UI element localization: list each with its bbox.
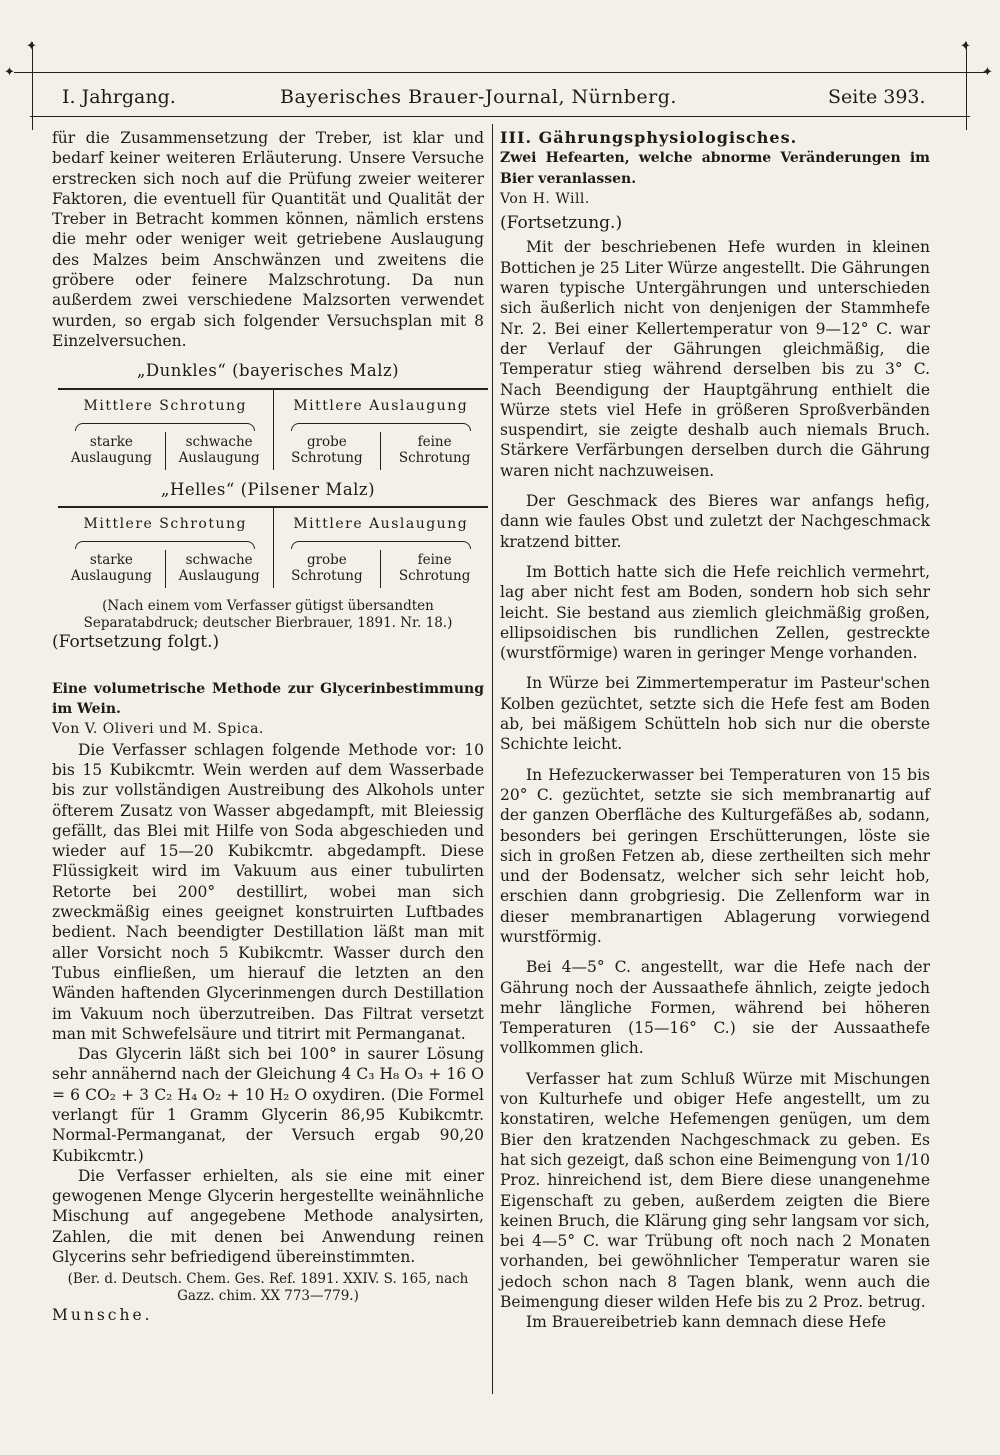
table-brace-row (58, 420, 488, 432)
top-right-ornament: ✦ (960, 39, 971, 54)
continued-note: (Fortsetzung folgt.) (52, 632, 220, 653)
table-sub-row (58, 550, 488, 588)
section-title: III. Gährungsphysiologisches. (500, 128, 798, 147)
paragraph: Die Verfasser schlagen folgende Methode vor: 10 bis 15 Kubikcmtr. Wein werden auf dem Wasserbade bis zur vollständigen Austreibung des Alkohols unter öfterem Zusatz von Wasser abgedampft, mit Bleiessig gefällt, das Blei mit Hilfe von Soda abgeschieden und wieder auf 15—20 Kubikcmtr. abgedampft. Diese Flüssigkeit wird im Vakuum aus einer tubulirten Retorte bei 200° destillirt, wobei man sich zweckmäßig eines geeignet konstruirten Luftbades bedient. Nach beendigter Destillation läßt man mit aller Vorsicht noch 5 Kubikcmtr. Wasser durch den Tubus einfließen, um hierauf die letzten an den Wänden haftenden Glycerinmengen durch Destillation im Vakuum noch überzutreiben. Das Filtrat versetzt man mit Schwefelsäure und titrirt mit Permanganat. (52, 740, 484, 1043)
table-cell: feine Schrotung (398, 433, 471, 466)
table-cell: grobe Schrotung (274, 432, 382, 470)
table-cell: grobe Schrotung (274, 550, 382, 588)
right-frame-rule (966, 42, 967, 130)
header-page-number: Seite 393. (828, 86, 926, 108)
paragraph: In Würze bei Zimmertemperatur im Pasteur'schen Kolben gezüchtet, setzte sich die Hefe fest am Boden ab, bei mäßigem Schütteln hob sich nur die oberste Schichte leicht. (500, 674, 930, 754)
brace (274, 538, 489, 550)
source-note: (Nach einem vom Verfasser gütigst übersandten Separatabdruck; deutscher Bierbrauer, 1891. Nr. 18.) (83, 598, 453, 632)
right-column (500, 128, 930, 1333)
signature: Munsche. (52, 1306, 153, 1325)
table-header-row (58, 508, 488, 538)
brace (274, 420, 489, 432)
table-header-row (58, 390, 488, 420)
table-header-cell: Mittlere Auslaugung (293, 397, 469, 414)
table-title-dunkles: „Dunkles“ (bayerisches Malz) (136, 361, 400, 381)
top-frame-rule (14, 72, 986, 73)
table-cell: schwache Auslaugung (166, 550, 274, 588)
paragraph: Bei 4—5° C. angestellt, war die Hefe nach der Gährung noch der Aussaathefe ähnlich, zeigte jedoch mehr längliche Formen, während bei höheren Temperaturen (15—16° C.) sie der Aussaathefe vollkommen glich. (500, 958, 930, 1058)
paragraph: Der Geschmack des Bieres war anfangs hefig, dann wie faules Obst und zuletzt der Nachgeschmack kratzend bitter. (500, 492, 930, 551)
paragraph: In Hefezuckerwasser bei Temperaturen von 15 bis 20° C. gezüchtet, setzte sie sich membranartig auf der ganzen Oberfläche des Kulturgefäßes ab, sodann, besonders bei geringen Erschütterungen, löste sie sich in großen Fetzen ab, diese zertheilten sich mehr und der Bodensatz, welcher sich sehr leicht hob, erschien dann grobgriesig. Die Zellenform war in dieser membranartigen Ablagerung vorwiegend wurstförmig. (500, 765, 930, 946)
left-frame-rule (32, 42, 33, 130)
table-header-cell: Mittlere Schrotung (58, 390, 274, 420)
continued-note: (Fortsetzung.) (500, 213, 623, 234)
article-title: Eine volumetrische Methode zur Glycerinbestimmung im Wein. (52, 680, 484, 718)
header-volume: I. Jahrgang. (62, 86, 176, 108)
paragraph: Verfasser hat zum Schluß Würze mit Mischungen von Kulturhefe und obiger Hefe angestellt, um zu konstatiren, welche Hefemengen genügen, um dem Bier den kratzenden Nachgeschmack zu geben. Es hat sich gezeigt, daß schon eine Beimengung von 1/10 Proz. hinreichend ist, dem Biere diese unangenehme Eigenschaft zu geben, außerdem zeigten die Biere keinen Bruch, die Klärung ging sehr langsam vor sich, bei 4—5° C. war Trübung oft noch nach 2 Monaten vorhanden, bei gewöhnlicher Temperatur waren sie jedoch schon nach 8 Tagen blank, wenn auch die Beimengung dieser wilden Hefe bis zu 2 Proz. betrug. (500, 1069, 930, 1312)
left-column (52, 128, 484, 1326)
table-brace-row (58, 538, 488, 550)
article-title: Zwei Hefearten, welche abnorme Veränderungen im Bier veranlassen. (500, 150, 930, 187)
brace (58, 538, 274, 550)
article-byline: Von H. Will. (500, 190, 590, 207)
header-title: Bayerisches Brauer-Journal, Nürnberg. (280, 86, 677, 108)
paragraph: Im Bottich hatte sich die Hefe reichlich vermehrt, lag aber nicht fest am Boden, sondern hob sich sehr leicht. Sie bestand aus ziemlich gleichmäßig großen, ellipsoidischen bis rundlichen Zellen, gestreckte (wurstförmige) waren in geringer Menge vorhanden. (500, 562, 930, 663)
paragraph: Im Brauereibetrieb kann demnach diese Hefe (526, 1313, 887, 1332)
experiment-table-helles (58, 506, 488, 588)
reference: (Ber. d. Deutsch. Chem. Ges. Ref. 1891. XXIV. S. 165, nach Gazz. chim. XX 773—779.) (67, 1271, 469, 1305)
paragraph: für die Zusammensetzung der Treber, ist klar und bedarf keiner weiteren Erläuterung. Unsere Versuche erstrecken sich noch auf die Prüfung zweier weiterer Faktoren, die eventuell für Quantität und Qualität der Treber in Betracht kommen können, nämlich erstens die mehr oder weniger weit getriebene Auslaugung des Malzes beim Anschwänzen und zweitens die gröbere oder feinere Malzschrotung. Da nun außerdem zwei verschiedene Malzsorten verwendet wurden, so ergab sich folgender Versuchsplan mit 8 Einzelversuchen. (52, 129, 484, 350)
paragraph: Das Glycerin läßt sich bei 100° in saurer Lösung sehr annähernd nach der Gleichung 4 C₃ H₈ O₃ + 16 O = 6 CO₂ + 3 C₂ H₄ O₂ + 10 H₂ O oxydiren. (Die Formel verlangt für 1 Gramm Glycerin 86,95 Kubikcmtr. Normal-Permanganat, der Versuch ergab 90,20 Kubikcmtr.) (52, 1045, 484, 1165)
paragraph: Mit der beschriebenen Hefe wurden in kleinen Bottichen je 25 Liter Würze angestellt. Die Gährungen waren typische Untergährungen und unterschieden sich äußerlich nicht von denjenigen der Stammhefe Nr. 2. Bei einer Kellertemperatur von 9—12° C. war der Verlauf der Gährungen gleichmäßig, die Temperatur stieg während derselben bis zu 3° C. Nach Beendigung der Hauptgährung enthielt die Würze stets viel Hefe in größeren Sproßverbänden suspendirt, sie zeigte deshalb auch niemals Bruch. Stärkere Verfärbungen derselben durch die Gährung waren nicht nachzuweisen. (500, 238, 930, 480)
table-title-helles: „Helles“ (Pilsener Malz) (160, 479, 376, 499)
article-byline: Von V. Oliveri und M. Spica. (52, 721, 264, 738)
brace (58, 420, 274, 432)
table-header-cell: Mittlere Auslaugung (293, 516, 469, 533)
right-ornament: ✦ (982, 65, 993, 80)
table-header-cell: Mittlere Schrotung (58, 508, 274, 538)
table-sub-row (58, 432, 488, 470)
column-divider (492, 124, 493, 1394)
table-cell: starke Auslaugung (58, 432, 166, 470)
paragraph: Die Verfasser erhielten, als sie eine mit einer gewogenen Menge Glycerin hergestellte weinähnliche Mischung auf angegebene Methode analysirten, Zahlen, die mit denen bei Anwendung reinen Glycerins sehr befriedigend übereinstimmten. (52, 1166, 484, 1267)
header-under-rule (30, 116, 970, 117)
table-cell: starke Auslaugung (58, 550, 166, 588)
table-cell: schwache Auslaugung (166, 432, 274, 470)
left-ornament: ✦ (4, 65, 15, 80)
experiment-table-dunkles (58, 388, 488, 470)
table-cell: feine Schrotung (398, 552, 471, 585)
top-left-ornament: ✦ (26, 39, 37, 54)
